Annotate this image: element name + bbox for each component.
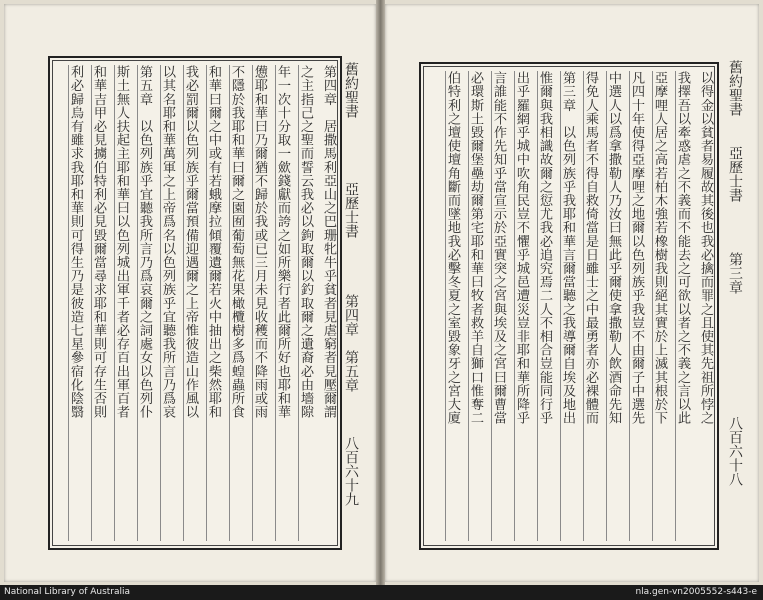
left-column-4: 憊耶和華曰乃爾猶不歸於我或已三月未見收穫而不降雨或雨 bbox=[252, 65, 266, 541]
left-running-chapter: 第四章 第五章 bbox=[343, 294, 359, 392]
left-column-10: 斯土無人扶起主耶和華曰以色列城出軍千者必存百出軍百者 bbox=[114, 65, 128, 541]
right-column-4: 凡四十年使得亞摩哩之地爾以色列族乎我豈不由爾子中選先 bbox=[629, 71, 643, 541]
right-running-book: 亞歷士書 bbox=[727, 146, 743, 202]
left-column-11: 和華吉甲必見擄伯特利必見毀爾當尋求耶和華則可存生否則 bbox=[91, 65, 105, 541]
right-column-10: 言誰能不作先知乎當宣示於亞實突之宮與埃及之宮曰爾曹當 bbox=[491, 71, 505, 541]
item-identifier: nla.gen-vn2005552-s443-e bbox=[635, 587, 757, 597]
right-page bbox=[385, 4, 759, 582]
right-column-2: 我擇吾以牽惑虐之不義而不能去之可欲以者之不義之言以此 bbox=[675, 71, 689, 541]
right-column-3: 亞摩哩人居之高若柏木強若橡樹我則絕其實於上滅其根於下 bbox=[652, 71, 666, 541]
right-column-5: 中選人以爲拿撒勒人乃汝曰無此乎爾使拿撒勒人飲酒命先知 bbox=[606, 71, 620, 541]
right-text-frame bbox=[419, 62, 719, 550]
right-running-title: 舊約聖書 bbox=[727, 60, 743, 116]
left-column-2: 之主指己之聖而誓云我必以鉤取爾以釣取爾之遺裔必由墻隙 bbox=[298, 65, 312, 541]
right-folio: 八百六十八 bbox=[727, 416, 743, 486]
left-column-7: 我必罰爾以色列族乎爾當預備迎遇爾之上帝惟彼造山作風以 bbox=[183, 65, 197, 541]
right-column-1: 以得金以貧者易履故其後也我必擒而罪之且使其先祖所悖之 bbox=[698, 71, 713, 425]
left-column-5: 不隱於我耶和華曰爾之園囿葡萄無花果橄欖樹多爲蝗蟲所食 bbox=[229, 65, 243, 541]
left-column-6: 和華曰爾之中或有若蛾摩拉傾覆遺爾若火中抽出之柴然耶和 bbox=[206, 65, 220, 541]
left-column-9: 第五章 以色列族乎宜聽我所言乃爲哀爾之詞處女以色列仆 bbox=[137, 65, 151, 541]
right-column-7: 第三章 以色列族乎我耶和華言爾當聽之我導爾自埃及地出 bbox=[560, 71, 574, 541]
right-column-8: 惟爾與我相識故爾之愆尤我必追究焉二人不相合豈能同行乎 bbox=[537, 71, 551, 541]
left-page bbox=[4, 4, 376, 582]
left-running-book: 亞歷士書 bbox=[343, 182, 359, 238]
viewer-footer bbox=[0, 585, 763, 600]
right-column-12: 伯特利之壇使壇角斷而墜地我必擊冬夏之室毀象牙之宮大廈 bbox=[445, 71, 459, 541]
left-column-8: 以其名耶和華萬軍之上帝爲名以色列族乎宜聽我所言乃爲哀 bbox=[160, 65, 174, 541]
book-gutter bbox=[376, 0, 385, 585]
left-text-frame-inner bbox=[52, 60, 338, 546]
library-credit: National Library of Australia bbox=[4, 587, 131, 597]
left-text-frame bbox=[48, 56, 342, 550]
left-running-title: 舊約聖書 bbox=[343, 62, 359, 118]
right-column-9: 出乎羅網乎城中吹角民豈不懼乎城邑遭災豈非耶和華所降乎 bbox=[514, 71, 528, 541]
right-column-11: 必環斯土毀爾堡壘劫爾第宅耶和華曰牧者救羊自獅口惟奪二 bbox=[468, 71, 482, 541]
right-running-chapter: 第三章 bbox=[727, 252, 743, 294]
left-folio: 八百六十九 bbox=[343, 436, 359, 506]
left-column-12: 利必歸烏有雖求我耶和華則可得生乃是彼造七星參宿化陰翳 bbox=[68, 65, 82, 541]
left-column-3: 年一次十分取一歛錢獻而誇之如所樂行者此爾所好也耶和華 bbox=[275, 65, 289, 541]
left-column-1: 第四章 居撒馬利亞山之巴珊牝牛乎貧者見虐窮者見壓爾謂 bbox=[321, 65, 336, 419]
right-column-6: 得免人乘馬者不得自救倚當是日雖士之中最勇者亦必裸體而 bbox=[583, 71, 597, 541]
right-text-frame-inner bbox=[423, 66, 715, 546]
